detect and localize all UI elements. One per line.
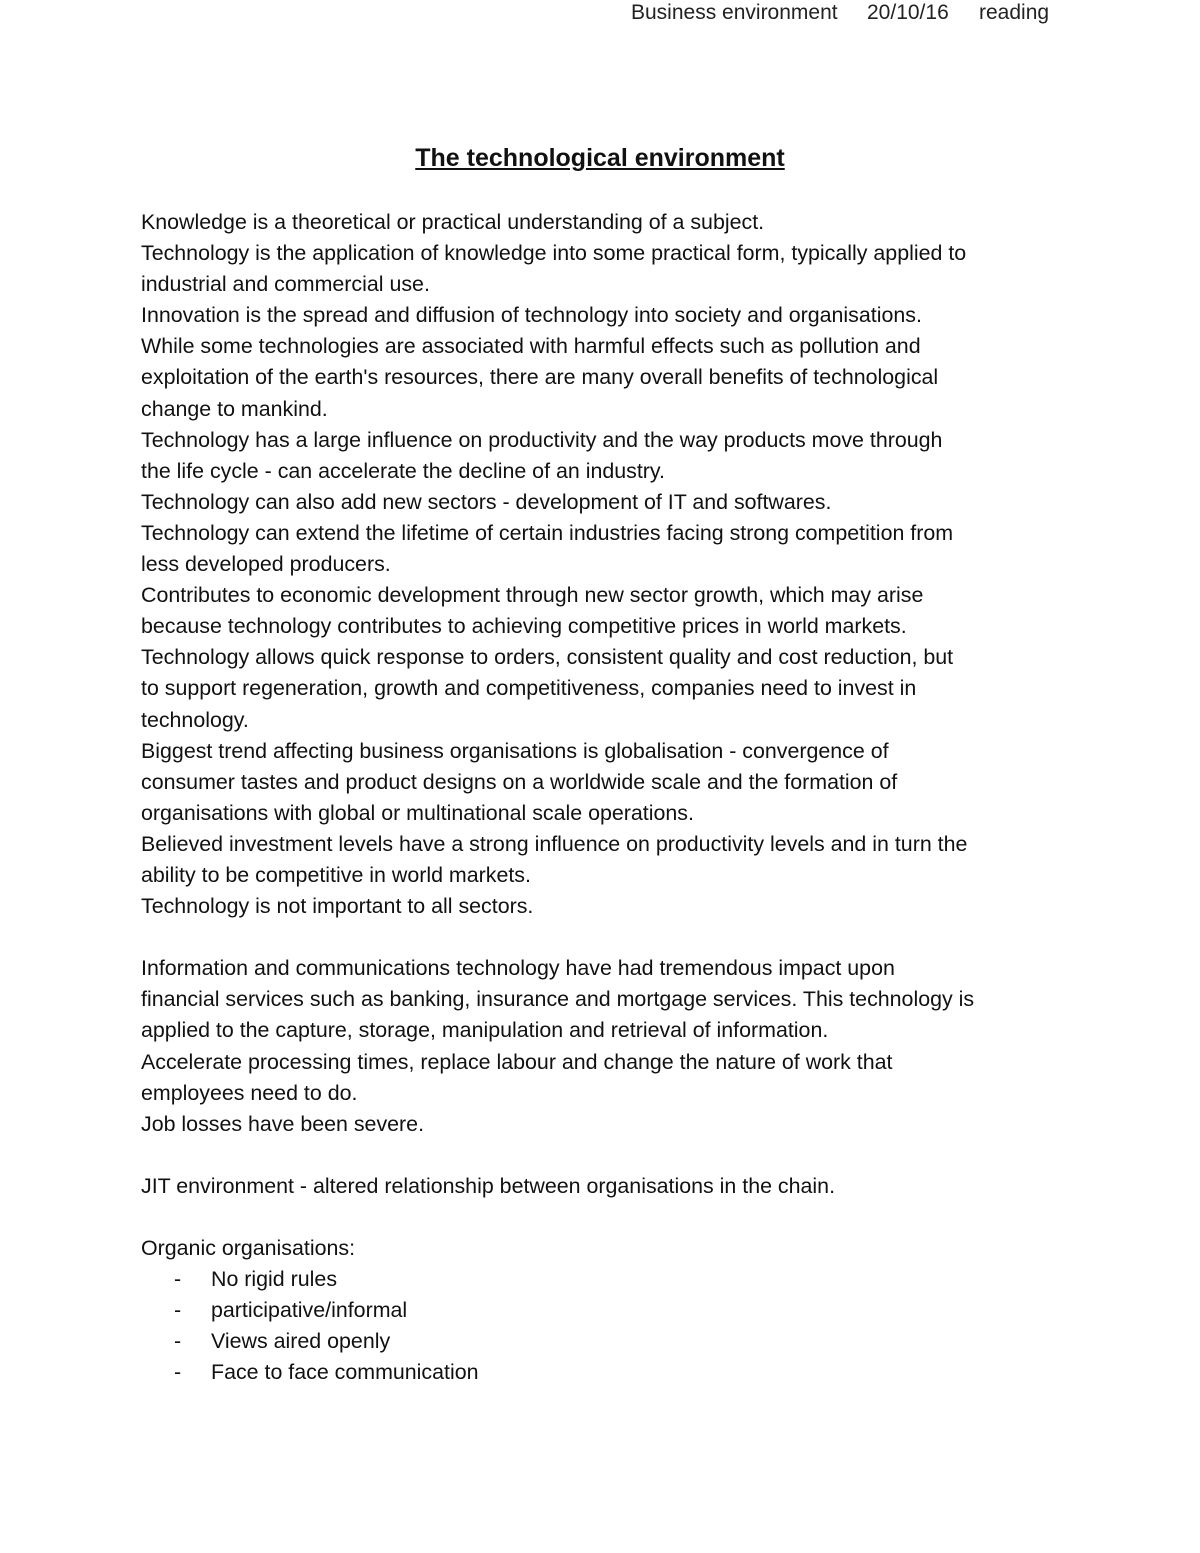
text-line: Technology can also add new sectors - development of IT and softwares. [141, 489, 832, 514]
list-item-text: No rigid rules [211, 1267, 338, 1292]
text-line: ability to be competitive in world markets. [141, 862, 531, 887]
bullet-dash: - [174, 1298, 182, 1323]
text-line: Contributes to economic development through new sector growth, which may arise [141, 583, 924, 608]
list-item-text: Face to face communication [211, 1360, 479, 1385]
text-line: Organic organisations: [141, 1236, 356, 1261]
blank-line [141, 1202, 1071, 1233]
text-line: Job losses have been severe. [141, 1111, 425, 1136]
blank-line [141, 1140, 1071, 1171]
text-line: the life cycle - can accelerate the decline of an industry. [141, 458, 665, 483]
text-line: Innovation is the spread and diffusion of technology into society and organisations. [141, 303, 922, 328]
text-line: Technology is the application of knowledge into some practical form, typically applied to [141, 241, 967, 266]
text-line: organisations with global or multinational scale operations. [141, 800, 694, 825]
text-line: financial services such as banking, insurance and mortgage services. This technology is [141, 987, 975, 1012]
list-item [141, 1357, 1071, 1388]
text-line: JIT environment - altered relationship between organisations in the chain. [141, 1173, 836, 1198]
header-tag: reading [979, 1, 1050, 24]
text-line: Technology has a large influence on productivity and the way products move through [141, 427, 943, 452]
text-line: Technology can extend the lifetime of certain industries facing strong competition from [141, 520, 954, 545]
bullet-dash: - [174, 1360, 182, 1385]
text-line: Accelerate processing times, replace labour and change the nature of work that [141, 1049, 893, 1074]
text-line: Knowledge is a theoretical or practical understanding of a subject. [141, 210, 765, 234]
document-title: The technological environment [415, 144, 785, 172]
text-line: industrial and commercial use. [141, 272, 430, 297]
paragraph-lines [141, 207, 1071, 1264]
text-line: employees need to do. [141, 1080, 358, 1105]
bullet-list [141, 1264, 1071, 1388]
blank-line [141, 922, 1071, 953]
text-line: Technology allows quick response to orders, consistent quality and cost reduction, but [141, 645, 954, 670]
text-line: Information and communications technology have had tremendous impact upon [141, 956, 895, 981]
text-line: applied to the capture, storage, manipulation and retrieval of information. [141, 1018, 829, 1043]
list-item [141, 1264, 1071, 1295]
header-course: Business environment [631, 1, 838, 24]
text-line: to support regeneration, growth and competitiveness, companies need to invest in [141, 676, 917, 701]
text-line: consumer tastes and product designs on a worldwide scale and the formation of [141, 769, 898, 794]
bullet-dash: - [174, 1329, 182, 1354]
text-line: less developed producers. [141, 552, 391, 577]
list-item-text: Views aired openly [211, 1329, 391, 1354]
text-line: exploitation of the earth's resources, there are many overall benefits of technological [141, 365, 939, 390]
text-line: While some technologies are associated with harmful effects such as pollution and [141, 334, 921, 359]
page-header [631, 0, 1071, 26]
text-line: Biggest trend affecting business organisations is globalisation - convergence of [141, 738, 889, 763]
text-line: Technology is not important to all sectors. [141, 894, 534, 919]
header-date: 20/10/16 [867, 1, 949, 24]
document-body [141, 207, 1071, 1389]
text-line: change to mankind. [141, 396, 328, 421]
text-line: because technology contributes to achieving competitive prices in world markets. [141, 614, 907, 639]
text-line: technology. [141, 707, 249, 732]
bullet-dash: - [174, 1267, 182, 1292]
list-item [141, 1326, 1071, 1357]
list-item-text: participative/informal [211, 1298, 408, 1323]
list-item [141, 1295, 1071, 1326]
text-line: Believed investment levels have a strong influence on productivity levels and in turn the [141, 831, 968, 856]
